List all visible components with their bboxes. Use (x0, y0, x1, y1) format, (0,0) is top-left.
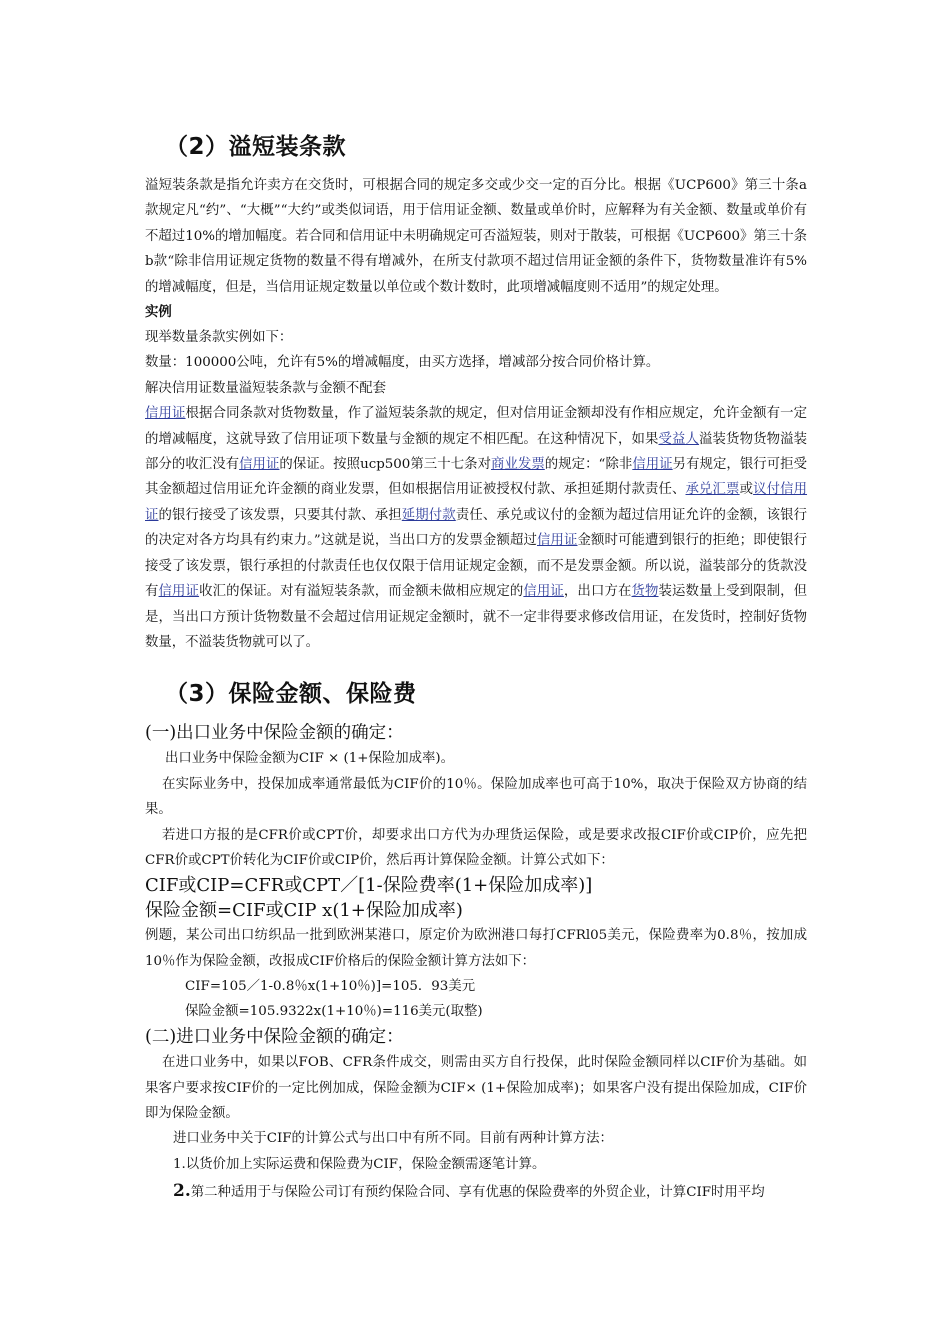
calc-cif: CIF=105／1-0.8％x(1+10％)]=105．93美元 (185, 979, 476, 995)
text-segment: 的银行接受了该发票，只要其付款、承担 (158, 507, 402, 523)
link-commercial-invoice[interactable]: 商业发票 (491, 457, 545, 473)
section-3-title: （3）保险金额、保险费 (165, 681, 417, 708)
text-segment: 的规定：“除非 (544, 457, 633, 473)
text-segment: 或 (739, 482, 754, 498)
link-beneficiary[interactable]: 受益人 (658, 431, 700, 447)
calc-insured-amount: 保险金额=105.9322x(1+10％)=116美元(取整) (185, 1004, 483, 1020)
text-segment: 溢装货物货物溢装部分的收汇没有 (145, 431, 808, 473)
import-paragraph: 在进口业务中，如果以FOB、CFR条件成交，则需由买方自行投保，此时保险金额同样以CIF价为基础。如果客户要求按CIF价的一定比例加成，保险金额为CIF× (1+保险加成率)；如果客户没有提出保险加成，CIF价即为保险金额。 (145, 1055, 807, 1121)
example-problem: 例题，某公司出口纺织品一批到欧洲某港口，原定价为欧洲港口每打CFRl05美元，保险费率为0.8％，按加成10％作为保险金额，改报成CIF价格后的保险金额计算方法如下： (145, 928, 807, 969)
link-letter-of-credit[interactable]: 信用证 (536, 533, 578, 549)
lc-explanation-paragraph (145, 401, 807, 655)
link-acceptance-draft[interactable]: 承兑汇票 (685, 482, 740, 498)
export-markup-line: 在实际业务中，投保加成率通常最低为CIF价的10％。保险加成率也可高于10%，取决于保险双方协商的结果。 (145, 776, 807, 818)
export-insured-amount-line: 出口业务中保险金额为CIF × (1+保险加成率)。 (165, 751, 454, 767)
link-goods[interactable]: 货物 (631, 584, 659, 600)
formula-cif-conversion: CIF或CIP=CFR或CPT／[1-保险费率(1+保险加成率)] (145, 875, 593, 897)
export-subheading: (一)出口业务中保险金额的确定： (145, 723, 404, 744)
link-letter-of-credit[interactable]: 信用证 (158, 584, 200, 600)
link-letter-of-credit[interactable]: 信用证 (632, 457, 673, 473)
text-segment: 另有规定，银行可拒受其金额超过信用证允许金额的商业发票，但如根据信用证被授权付款、承担延期付款责任、 (145, 457, 808, 498)
section-2-paragraph: 溢短装条款是指允许卖方在交货时，可根据合同的规定多交或少交一定的百分比。根据《UCP600》第三十条a款规定凡“约”、“大概”“大约”或类似词语，用于信用证金额、数量或单价时，应解释为有关金额、数量或单价有不超过10%的增加幅度。若合同和信用证中未明确规定可否溢短装，则对于散装，可根据《UCP600》第三十条b款“除非信用证规定货物的数量不得有增减外，在所支付款项不超过信用证金额的条件下，货物数量准许有5%的增减幅度，但是，当信用证规定数量以单位或个数计数时，此项增减幅度则不适用”的规定处理。 (145, 178, 807, 295)
link-letter-of-credit[interactable]: 信用证 (145, 406, 186, 422)
text-segment: 责任、承兑或议付的金额为超过信用证允许的金额，该银行的决定对各方均具有约束力。”这就是说，当出口方的发票金额超过 (145, 507, 808, 549)
text-segment: ，出口方在 (563, 584, 632, 600)
example-label: 实例 (145, 304, 172, 321)
formula-insured-amount: 保险金额=CIF或CIP x(1+保险加成率) (145, 900, 463, 922)
text-segment: 收汇的保证。对有溢短装条款，而金额未做相应规定的 (199, 584, 524, 600)
link-negotiation-credit[interactable]: 议付信用证 (145, 482, 808, 523)
link-letter-of-credit[interactable]: 信用证 (523, 584, 564, 600)
link-deferred-payment[interactable]: 延期付款 (401, 507, 456, 523)
text-segment: 金额时可能遭到银行的拒绝；即使银行接受了该发票，银行承担的付款责任也仅仅限于信用证规定金额，而不是发票金额。所以说，溢装部分的货款没有 (145, 533, 808, 600)
text-segment: 的保证。按照ucp500第三十七条对 (279, 457, 492, 473)
problem-heading: 解决信用证数量溢短装条款与金额不配套 (145, 380, 387, 396)
text-segment: 根据合同条款对货物数量，作了溢短装条款的规定，但对信用证金额却没有作相应规定，允许金额有一定的增减幅度，这就导致了信用证项下数量与金额的规定不相匹配。在这种情况下，如果 (145, 406, 808, 447)
quantity-clause-example: 数量：100000公吨，允许有5%的增减幅度，由买方选择，增减部分按合同价格计算。 (145, 355, 660, 371)
import-subheading: (二)进口业务中保险金额的确定： (145, 1027, 404, 1048)
list-text: 第二种适用于与保险公司订有预约保险合同、享有优惠的保险费率的外贸企业，计算CIF时用平均 (190, 1185, 765, 1201)
text-segment: 装运数量上受到限制，但是，当出口方预计货物数量不会超过信用证规定金额时，就不一定非得要求修改信用证，在发货时，控制好货物数量，不溢装货物就可以了。 (145, 584, 808, 650)
import-method-1: 1.以货价加上实际运费和保险费为CIF，保险金额需逐笔计算。 (173, 1157, 546, 1173)
section-2-title: （2）溢短装条款 (165, 134, 347, 160)
list-number: 2. (173, 1181, 191, 1202)
import-method-2 (145, 1178, 807, 1206)
example-intro: 现举数量条款实例如下： (145, 330, 293, 346)
import-methods-intro: 进口业务中关于CIF的计算公式与出口中有所不同。目前有两种计算方法： (173, 1131, 613, 1147)
spacer (145, 655, 807, 675)
document-page (145, 128, 807, 1206)
link-letter-of-credit[interactable]: 信用证 (239, 457, 280, 473)
export-conversion-line: 若进口方报的是CFR价或CPT价，却要求出口方代为办理货运保险，或是要求改报CIF价或CIP价，应先把CFR价或CPT价转化为CIF价或CIP价，然后再计算保险金额。计算公式如下： (145, 827, 807, 868)
